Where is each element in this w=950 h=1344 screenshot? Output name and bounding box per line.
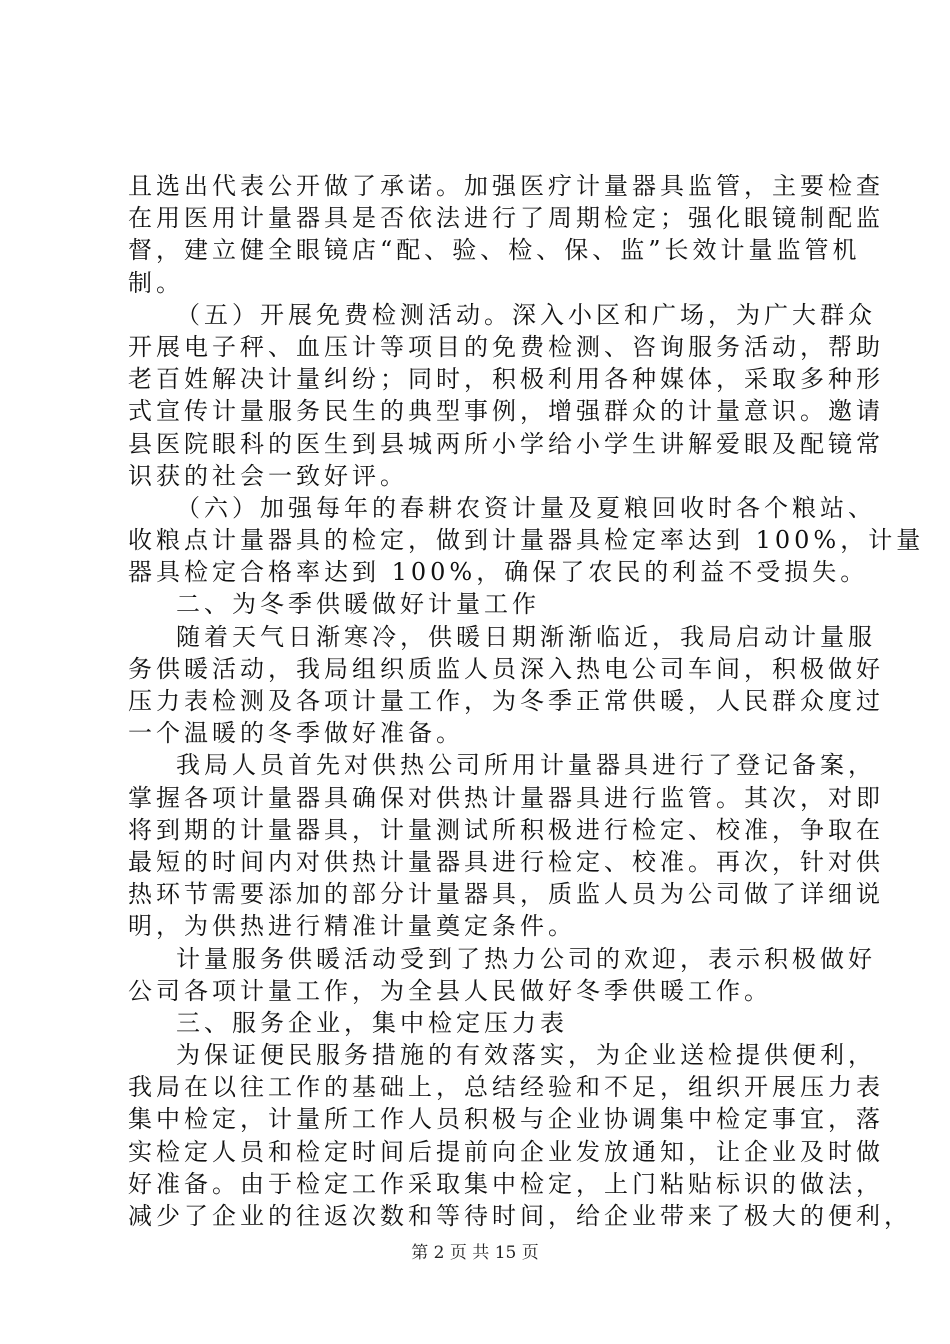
body-line: 式宣传计量服务民生的典型事例，增强群众的计量意识。邀请	[128, 397, 884, 426]
body-line: 务供暖活动，我局组织质监人员深入热电公司车间，积极做好	[128, 654, 884, 683]
body-line: 随着天气日渐寒冷，供暖日期渐渐临近，我局启动计量服	[176, 622, 876, 651]
body-line: 公司各项计量工作，为全县人民做好冬季供暖工作。	[128, 976, 772, 1005]
body-line: 压力表检测及各项计量工作，为冬季正常供暖，人民群众度过	[128, 687, 884, 715]
body-line: 且选出代表公开做了承诺。加强医疗计量器具监管，主要检查	[128, 172, 884, 200]
body-line: （五）开展免费检测活动。深入小区和广场，为广大群众	[176, 300, 876, 329]
body-line: 器具检定合格率达到 100%，确保了农民的利益不受损失。	[128, 558, 869, 587]
body-line: 热环节需要添加的部分计量器具，质监人员为公司做了详细说	[128, 880, 884, 909]
body-line: 为保证便民服务措施的有效落实，为企业送检提供便利，	[176, 1041, 876, 1070]
body-line: 计量服务供暖活动受到了热力公司的欢迎，表示积极做好	[176, 944, 876, 973]
body-line: 减少了企业的往返次数和等待时间，给企业带来了极大的便利，	[128, 1202, 912, 1230]
body-line: 最短的时间内对供热计量器具进行检定、校准。再次，针对供	[128, 847, 884, 876]
section-heading: 三、服务企业，集中检定压力表	[176, 1008, 568, 1037]
body-line: 掌握各项计量器具确保对供热计量器具进行监管。其次，对即	[128, 783, 884, 812]
body-line: （六）加强每年的春耕农资计量及夏粮回收时各个粮站、	[176, 493, 876, 522]
body-line: 我局人员首先对供热公司所用计量器具进行了登记备案，	[176, 751, 876, 780]
body-line: 开展电子秤、血压计等项目的免费检测、咨询服务活动，帮助	[128, 332, 884, 361]
body-line: 一个温暖的冬季做好准备。	[128, 719, 464, 748]
body-line: 集中检定，计量所工作人员积极与企业协调集中检定事宜，落	[128, 1105, 884, 1134]
body-line: 好准备。由于检定工作采取集中检定，上门粘贴标识的做法，	[128, 1169, 884, 1198]
body-line: 老百姓解决计量纠纷；同时，积极利用各种媒体，采取多种形	[128, 365, 884, 394]
body-line: 制。	[128, 268, 184, 297]
body-line: 识获的社会一致好评。	[128, 461, 408, 490]
body-line: 明，为供热进行精准计量奠定条件。	[128, 912, 576, 941]
body-line: 实检定人员和检定时间后提前向企业发放通知，让企业及时做	[128, 1137, 884, 1166]
body-line: 在用医用计量器具是否依法进行了周期检定；强化眼镜制配监	[128, 204, 884, 233]
page-number-footer: 第 2 页 共 15 页	[411, 1243, 539, 1263]
body-line: 我局在以往工作的基础上，总结经验和不足，组织开展压力表	[128, 1073, 884, 1102]
body-line: 督，建立健全眼镜店“配、验、检、保、监”长效计量监管机	[128, 236, 861, 265]
body-line: 县医院眼科的医生到县城两所小学给小学生讲解爱眼及配镜常	[128, 429, 884, 458]
document-body	[128, 170, 925, 1232]
body-line: 将到期的计量器具，计量测试所积极进行检定、校准，争取在	[128, 815, 884, 844]
section-heading: 二、为冬季供暖做好计量工作	[176, 590, 540, 619]
body-line: 收粮点计量器具的检定，做到计量器具检定率达到 100%，计量	[128, 526, 925, 555]
